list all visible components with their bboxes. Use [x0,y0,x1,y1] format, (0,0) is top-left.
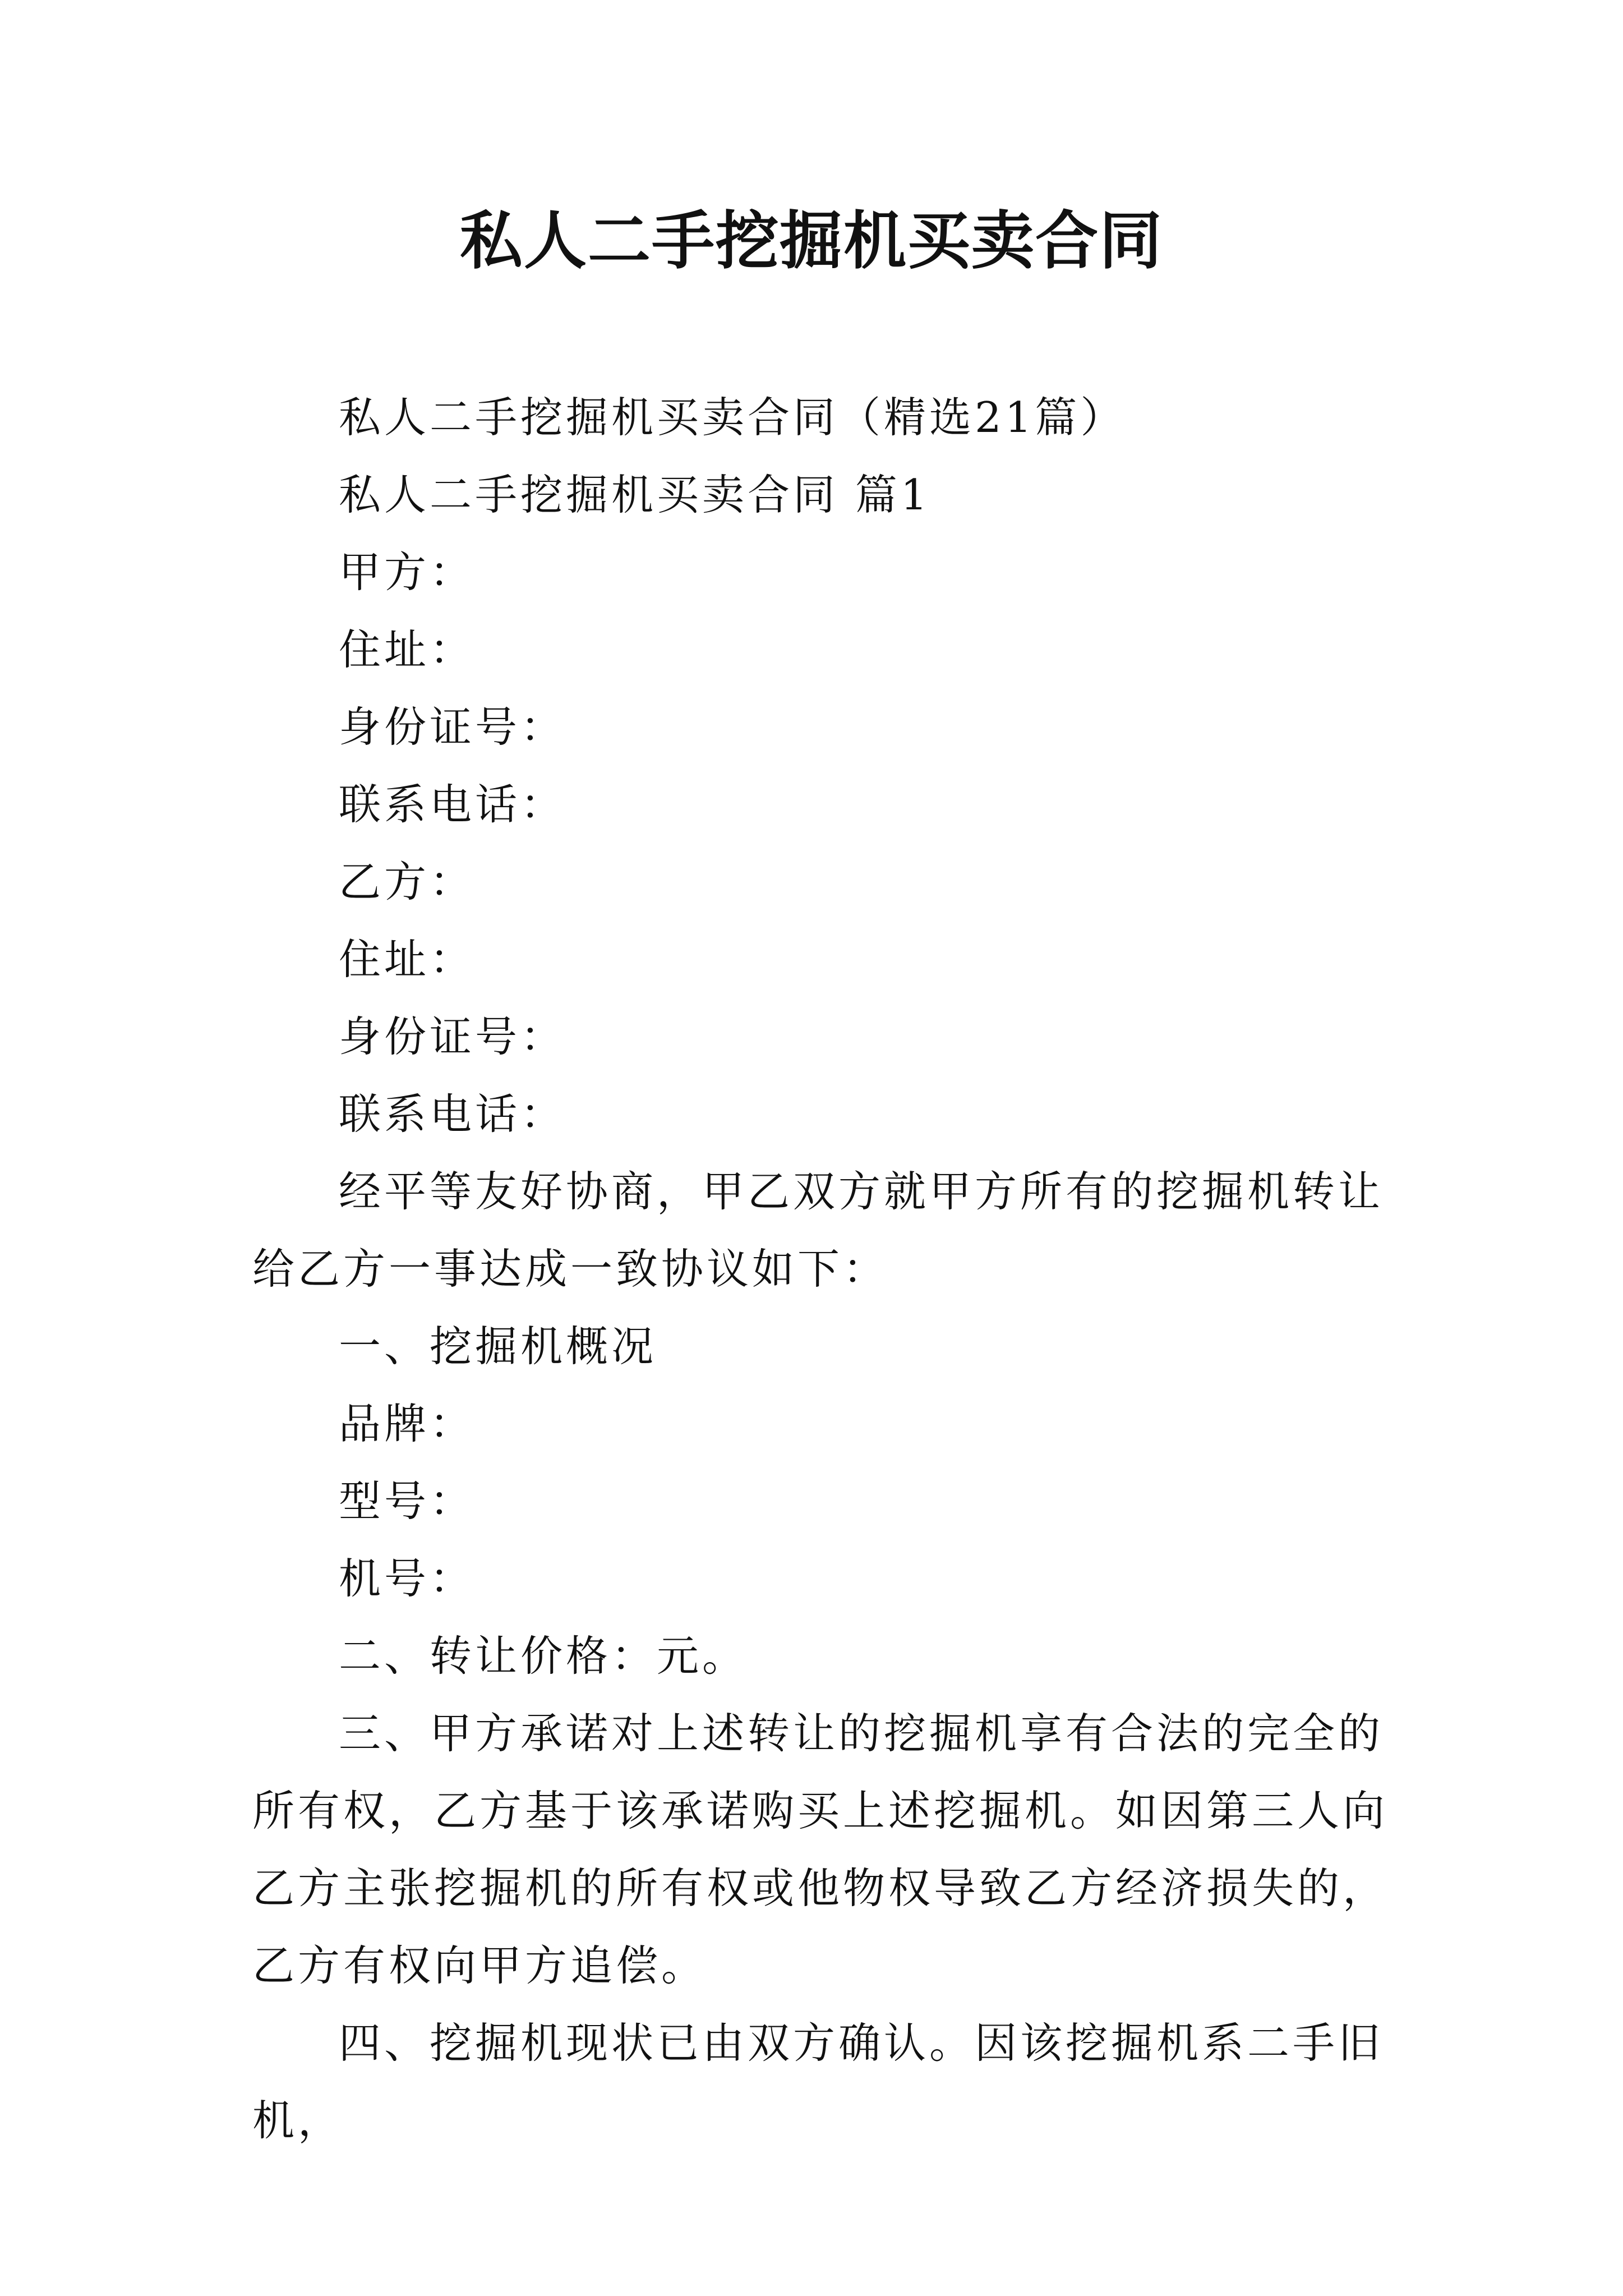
section-heading: 私人二手挖掘机买卖合同 篇1 [339,470,931,519]
subtitle: 私人二手挖掘机买卖合同（精选21篇） [339,393,1126,442]
party-b-label: 乙方： [339,857,476,907]
clause-3: 三、甲方承诺对上述转让的挖掘机享有合法的完全的所有权，乙方基于该承诺购买上述挖掘机。如因第三人向乙方主张挖掘机的所有权或他物权导致乙方经济损失的，乙方有权向甲方追偿。 [252,1709,1389,1990]
clause-1-heading: 一、挖掘机概况 [339,1322,657,1371]
document-body [252,379,1396,2159]
brand-label: 品牌： [339,1399,476,1448]
party-b-id-label: 身份证号： [339,1012,566,1061]
party-b-phone-label: 联系电话： [339,1089,566,1139]
clause-2: 二、转让价格：元。 [339,1631,748,1681]
party-a-phone-label: 联系电话： [339,780,566,829]
agreement-intro: 经平等友好协商，甲乙双方就甲方所有的挖掘机转让给乙方一事达成一致协议如下： [252,1167,1384,1294]
party-b-address-label: 住址： [339,935,476,984]
party-a-address-label: 住址： [339,625,476,674]
machine-number-label: 机号： [339,1554,476,1603]
party-a-label: 甲方： [339,547,476,597]
document-title: 私人二手挖掘机买卖合同 [460,204,1163,278]
party-a-id-label: 身份证号： [339,702,566,752]
clause-4: 四、挖掘机现状已由双方确认。因该挖掘机系二手旧机， [252,2018,1384,2145]
model-label: 型号： [339,1476,476,1526]
